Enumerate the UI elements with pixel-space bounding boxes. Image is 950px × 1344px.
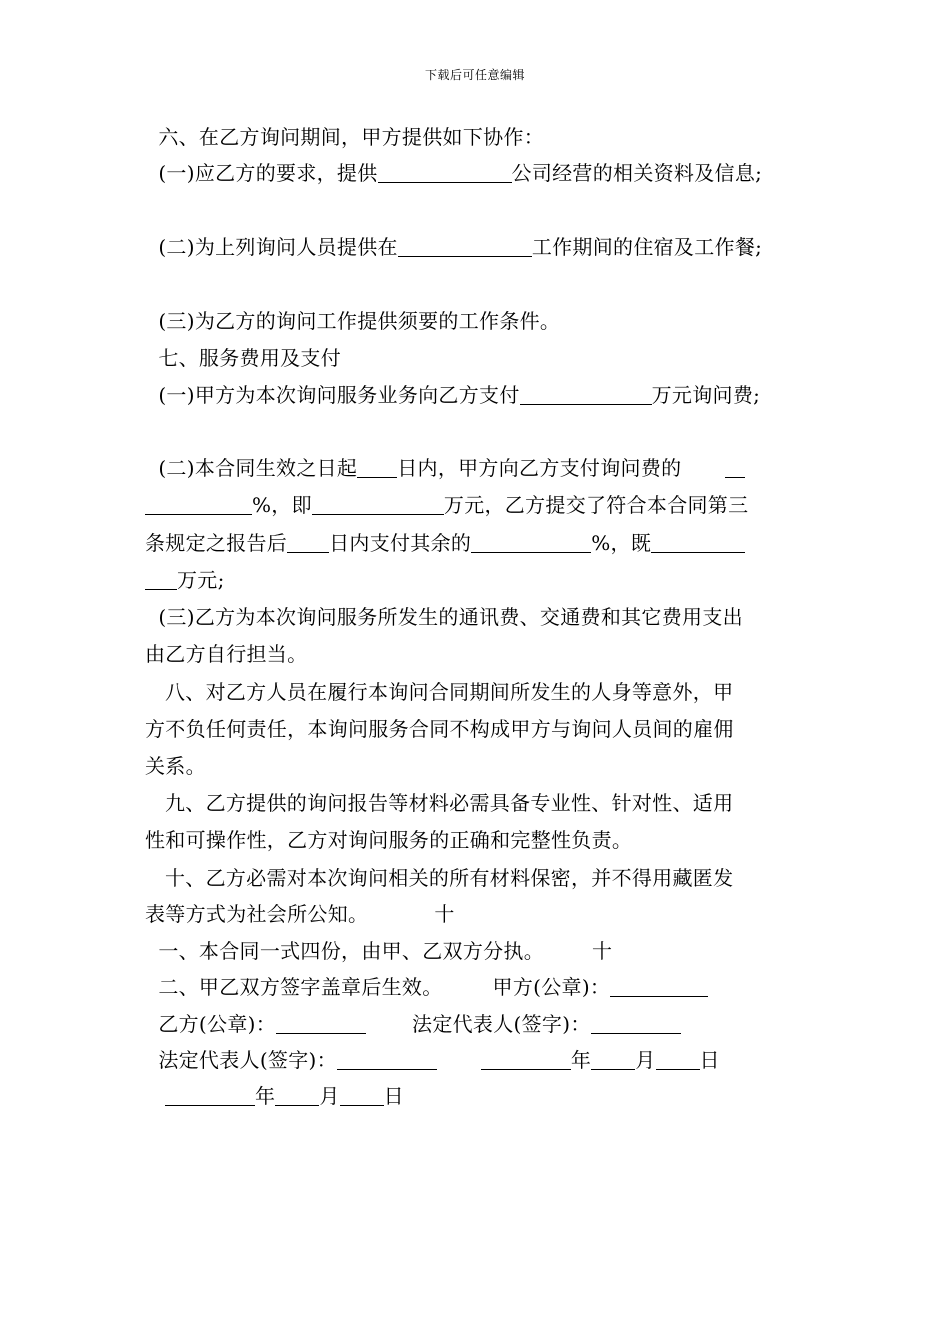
doc-line: (三)为乙方的询问工作提供须要的工作条件。 — [145, 309, 561, 333]
blank-line — [287, 534, 329, 553]
signature-blank — [337, 1051, 437, 1070]
signature-blank — [276, 1015, 366, 1034]
doc-line: (二)为上列询问人员提供在 工作期间的住宿及工作餐; — [145, 235, 763, 259]
doc-line: 七、服务费用及支付 — [145, 346, 342, 370]
blank-line — [145, 571, 177, 590]
doc-line: 六、在乙方询问期间，甲方提供如下协作： — [145, 125, 545, 149]
blank-line — [378, 164, 512, 183]
date-blank — [165, 1087, 255, 1106]
doc-line: 十、乙方必需对本次询问相关的所有材料保密，并不得用藏匿发 — [145, 866, 734, 890]
doc-line: 方不负任何责任，本询问服务合同不构成甲方与询问人员间的雇佣 — [145, 717, 734, 741]
signature-blank — [610, 978, 708, 997]
doc-line: 乙方(公章)： 法定代表人(签字)： — [145, 1011, 681, 1037]
doc-line: 表等方式为社会所公知。 十 — [145, 902, 455, 926]
doc-line: 一、本合同一式四份，由甲、乙双方分执。 十 — [145, 939, 613, 963]
doc-line: 性和可操作性，乙方对询问服务的正确和完整性负责。 — [145, 828, 633, 852]
doc-line: 八、对乙方人员在履行本询问合同期间所发生的人身等意外，甲 — [145, 680, 734, 704]
blank-line — [357, 459, 397, 478]
date-blank — [275, 1087, 319, 1106]
doc-line: 二、甲乙双方签字盖章后生效。 甲方(公章)： — [145, 974, 708, 1000]
blank-line — [471, 534, 591, 553]
date-blank — [591, 1051, 635, 1070]
blank-line — [312, 496, 444, 515]
doc-line: (一)甲方为本次询问服务业务向乙方支付 万元询问费; — [145, 383, 761, 407]
doc-line: 条规定之报告后 日内支付其余的 %，既 — [145, 530, 745, 556]
blank-line — [145, 496, 252, 515]
blank-line — [725, 459, 745, 478]
doc-line: 万元; — [145, 567, 225, 593]
doc-line: (三)乙方为本次询问服务所发生的通讯费、交通费和其它费用支出 — [145, 605, 743, 629]
date-blank — [481, 1051, 571, 1070]
blank-line — [398, 238, 532, 257]
signature-blank — [591, 1015, 681, 1034]
doc-line: (一)应乙方的要求，提供 公司经营的相关资料及信息; — [145, 161, 763, 185]
blank-line — [520, 386, 652, 405]
page-header: 下载后可任意编辑 — [424, 68, 525, 82]
blank-line — [651, 534, 745, 553]
date-blank — [656, 1051, 700, 1070]
doc-line: 由乙方自行担当。 — [145, 642, 308, 666]
doc-line: 法定代表人(签字)： 年 月 日 — [145, 1048, 720, 1072]
doc-line: 关系。 — [145, 754, 206, 778]
doc-line: 九、乙方提供的询问报告等材料必需具备专业性、针对性、适用 — [145, 791, 734, 815]
date-blank — [340, 1087, 384, 1106]
doc-line: (二)本合同生效之日起 日内，甲方向乙方支付询问费的 — [145, 455, 745, 481]
doc-line: %，即 万元，乙方提交了符合本合同第三 — [145, 492, 748, 518]
doc-line: 年 月 日 — [145, 1083, 404, 1109]
